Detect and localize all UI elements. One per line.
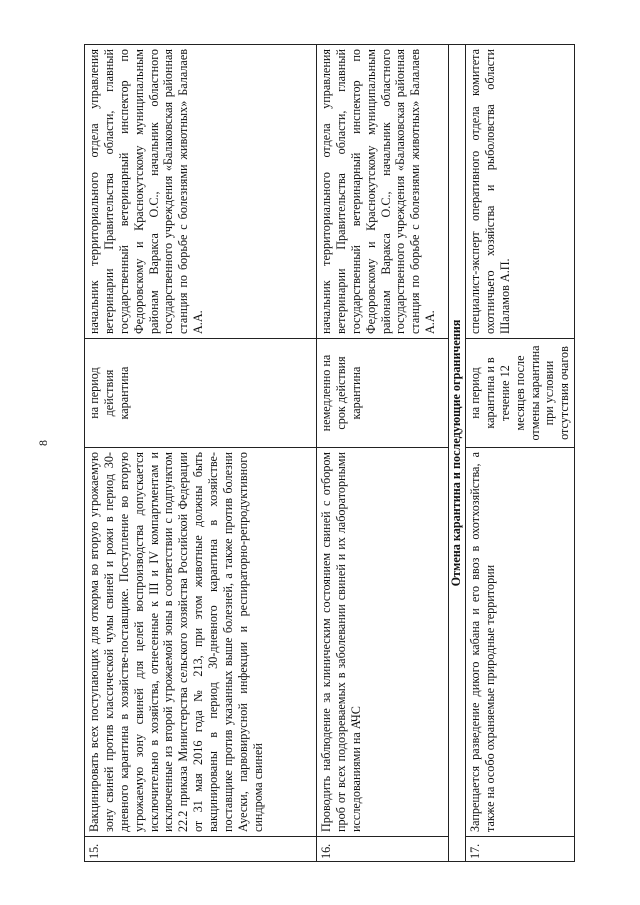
page-number: 8 [36,440,50,446]
row-term: на период карантина и в течение 12 месяцев после отмены карантина при условии отсутствия очагов [466,339,575,448]
table-row [85,45,317,862]
row-term: на период действия карантина [85,339,317,448]
measures-table [84,44,575,862]
row-action: Проводить наблюдение за клиническим состоянием свиней с отбором проб от всех подозреваемых в заболевании свиней и их лабораторными исследованиями на АЧС [317,448,449,837]
row-action: Вакцинировать всех поступающих для откорма во вторую угрожаемую зону свиней против классической чумы свиней и рожи в период 30-дневного карантина в хозяйстве-поставщике. Поступление во вторую угрожаемую зону свиней для целей воспроизводства допускается исключительно в хозяйства, отнесенные к III и IV компартментам и исключенные из второй угрожаемой зоны в соответствии с подпунктом 22.2 приказа Министерства сельского хозяйства Российской Федерации от 31 мая 2016 года № 213, при этом животные должны быть вакцинированы в период 30-дневного карантина в хозяйстве-поставщике против указанных выше болезней, а также против болезни Ауески, парвовирусной инфекции и респираторно-репродуктивного синдрома свиней [85,448,317,837]
row-action: Запрещается разведение дикого кабана и его ввоз в охотхозяйства, а также на особо охраняемые природные территории [466,448,575,837]
table-row [317,45,449,862]
rotated-table-container [84,44,572,862]
row-number: 17. [466,837,575,862]
section-header-row [449,45,466,862]
row-term: немедленно на срок действия карантина [317,339,449,448]
row-responsible: начальник территориального отдела управления ветеринарии Правительства области, главный государственный ветеринарный инспектор по Федоровскому и Краснокутскому муниципальным районам Варакса О.С., начальник областного государственного учреждения «Балаковская районная станция по борьбе с болезнями животных» Балалаев А.А. [317,45,449,339]
row-responsible: начальник территориального отдела управления ветеринарии Правительства области, главный государственный ветеринарный инспектор по Федоровскому и Краснокутскому муниципальным районам Варакса О.С., начальник областного государственного учреждения «Балаковская районная станция по борьбе с болезнями животных» Балалаев А.А. [85,45,317,339]
row-number: 15. [85,837,317,862]
row-responsible: специалист-эксперт оперативного отдела комитета охотничьего хозяйства и рыболовства области Шаламов А.П. [466,45,575,339]
table-row [466,45,575,862]
section-title: Отмена карантина и последующие ограничения [449,45,466,862]
row-number: 16. [317,837,449,862]
